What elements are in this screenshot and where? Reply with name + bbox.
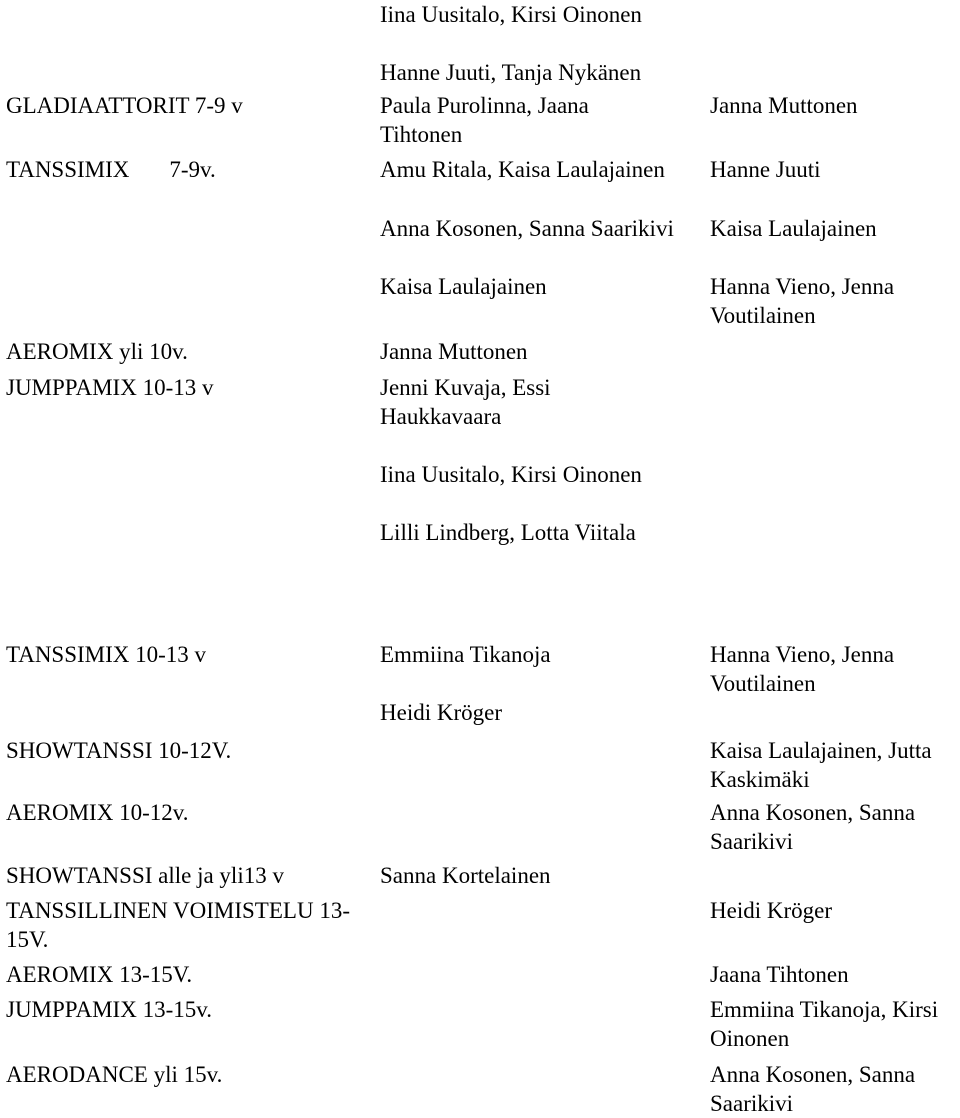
- substitute-r6: Hanna Vieno, Jenna Voutilainen: [710, 274, 895, 328]
- class-name: TANSSIMIX: [6, 157, 130, 182]
- class-aeromix-yli-10: AEROMIX yli 10v.: [6, 339, 188, 364]
- instructors-r11: Emmiina Tikanoja: [380, 642, 551, 667]
- instructors-r10: Lilli Lindberg, Lotta Viitala: [380, 520, 636, 545]
- substitute-r17: Jaana Tihtonen: [710, 962, 849, 987]
- instructors-r3: Paula Purolinna, Jaana Tihtonen: [380, 93, 589, 147]
- class-tanssimix-7-9: [6, 155, 216, 184]
- substitute-r5: Kaisa Laulajainen: [710, 216, 877, 241]
- instructors-r8: Jenni Kuvaja, Essi Haukkavaara: [380, 375, 551, 429]
- substitute-r19: Anna Kosonen, Sanna Saarikivi: [710, 1062, 916, 1116]
- substitute-r13: Kaisa Laulajainen, Jutta Kaskimäki: [710, 738, 932, 792]
- instructors-r2: Hanne Juuti, Tanja Nykänen: [380, 60, 642, 85]
- instructors-r1: Iina Uusitalo, Kirsi Oinonen: [380, 2, 642, 27]
- substitute-r16: Heidi Kröger: [710, 898, 832, 923]
- substitute-r3: Janna Muttonen: [710, 93, 858, 118]
- class-tanssimix-10-13: TANSSIMIX 10-13 v: [6, 642, 207, 667]
- instructors-r15: Sanna Kortelainen: [380, 863, 551, 888]
- class-jumppamix-10-13: JUMPPAMIX 10-13 v: [6, 375, 214, 400]
- instructors-r12: Heidi Kröger: [380, 700, 502, 725]
- substitute-r18: Emmiina Tikanoja, Kirsi Oinonen: [710, 997, 939, 1051]
- class-jumppamix-13-15: JUMPPAMIX 13-15v.: [6, 997, 212, 1022]
- class-aerodance-yli-15: AERODANCE yli 15v.: [6, 1062, 223, 1087]
- instructors-r9: Iina Uusitalo, Kirsi Oinonen: [380, 462, 642, 487]
- instructors-r6: Kaisa Laulajainen: [380, 274, 547, 299]
- substitute-r14: Anna Kosonen, Sanna Saarikivi: [710, 800, 916, 854]
- class-showtanssi-10-12: SHOWTANSSI 10-12V.: [6, 738, 232, 763]
- instructors-r4: Amu Ritala, Kaisa Laulajainen: [380, 157, 665, 182]
- class-gladiaattorit: GLADIAATTORIT 7-9 v: [6, 93, 243, 118]
- class-aeromix-13-15: AEROMIX 13-15V.: [6, 962, 193, 987]
- class-tanssillinen-voimistelu: TANSSILLINEN VOIMISTELU 13-15V.: [6, 898, 350, 952]
- instructors-r5: Anna Kosonen, Sanna Saarikivi: [380, 216, 674, 241]
- class-age: 7-9v.: [169, 157, 216, 182]
- substitute-r4: Hanne Juuti: [710, 157, 821, 182]
- class-aeromix-10-12: AEROMIX 10-12v.: [6, 800, 189, 825]
- instructors-r7: Janna Muttonen: [380, 339, 528, 364]
- class-showtanssi-alle-yli-13: SHOWTANSSI alle ja yli13 v: [6, 863, 284, 888]
- substitute-r11: Hanna Vieno, Jenna Voutilainen: [710, 642, 895, 696]
